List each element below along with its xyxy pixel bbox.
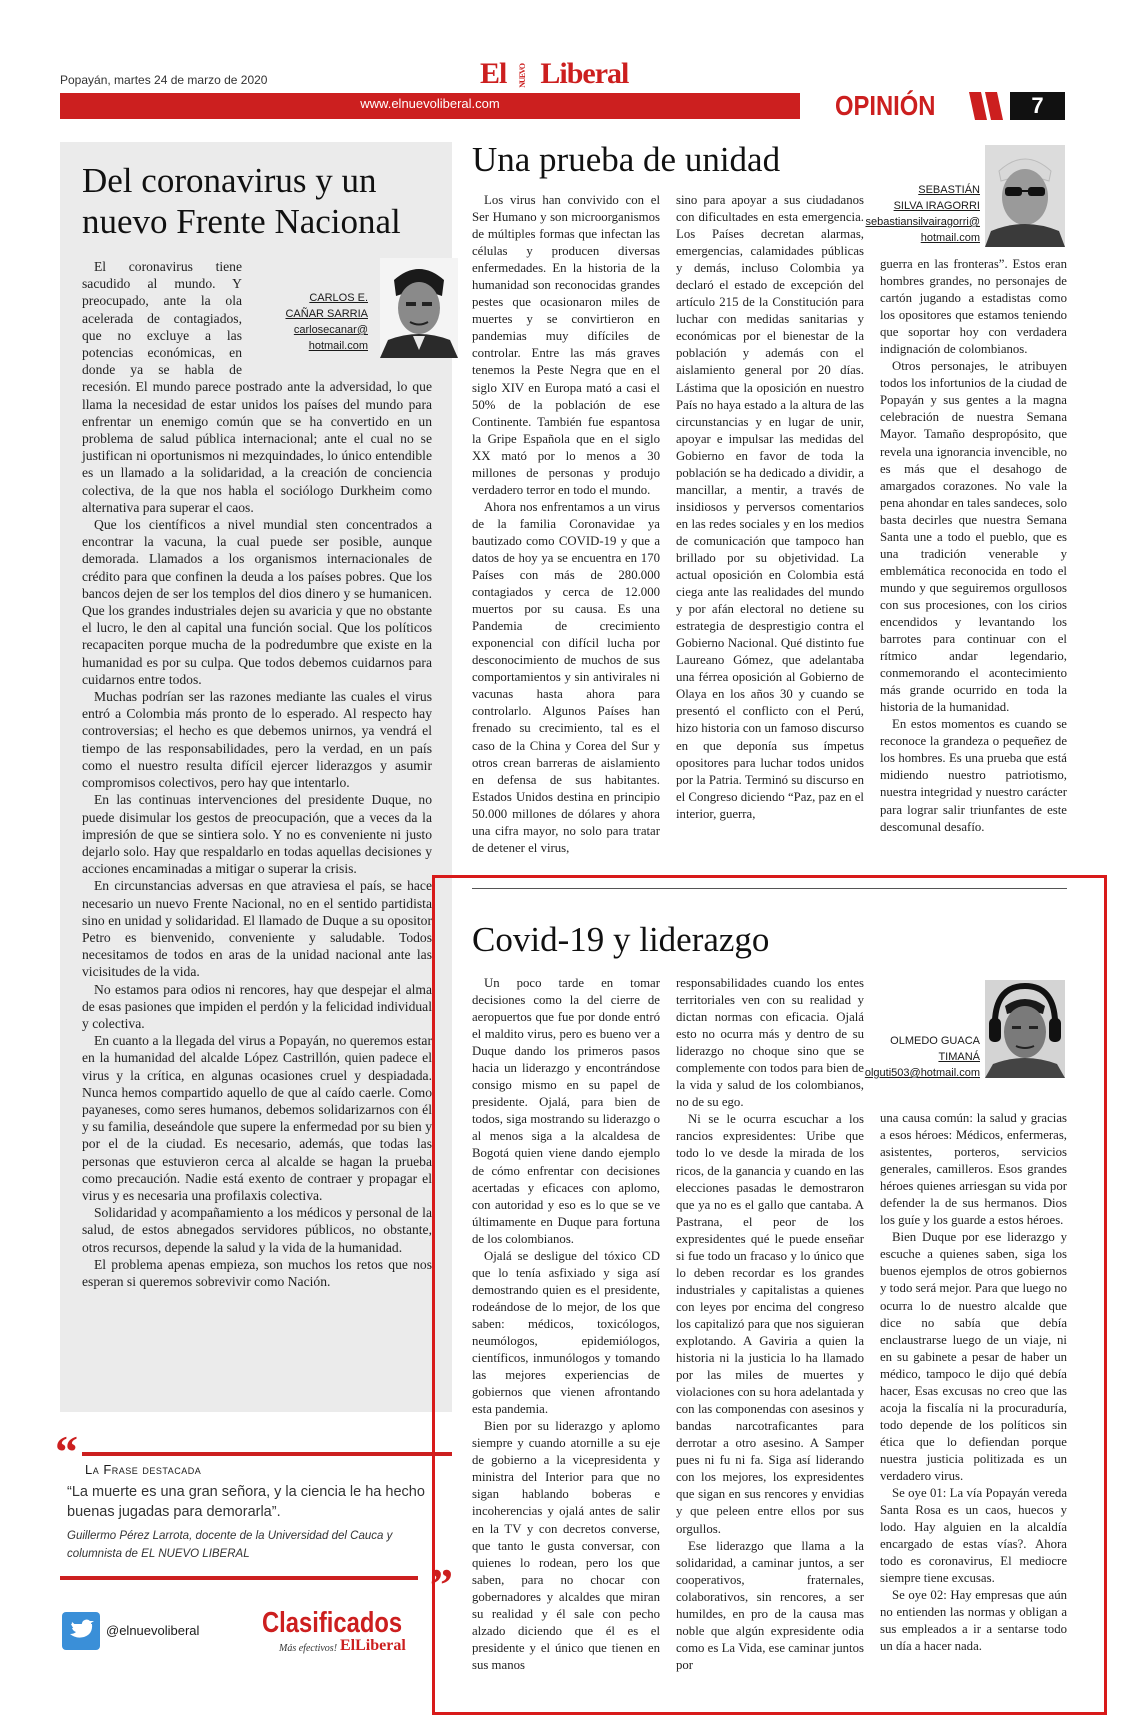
author-email-line1[interactable]: sebastiansilvairagorri@ [865,216,980,228]
section-stripe-icon [965,92,1003,120]
bottom-paragraph: Bien Duque por ese liderazgo y escuche a quienes saben, siga los buenos ejemplos de otros gobiernos y todo será mejor. Para que luego no ocurra lo de nuestro alcalde que dice no sabía que debía enclaustrarse luego de un viaje, ni en su gabinete a pesar de haber un médico, tampoco le dijo qué debía hacer, Esas excusas no creo que las acoja la fiscalía ni la procuraduría, todo depende de los políticos sin ética que lo defiendan porque nuestra justicia politizada es un verdadero virus. [880,1230,1067,1483]
bottom-article-column-3 [880,1110,1067,1656]
left-paragraph: En las continuas intervenciones del presidente Duque, no puede disimular los gestos de preocupación, que a veces da la impresión de que se sintiera solo. Y no es conveniente ni justo dejarlo solo. Hay que respaldarlo en todas aquellas decisiones y acciones encaminadas a mitigar o superar la crisis. [82,792,432,877]
quote-open-icon: “ [55,1426,78,1477]
bottom-paragraph: Bien por su liderazgo y aplomo siempre y cuando atornille a su eje de gobierno a la vicepresidenta y ministra del Interior para que no sigan hablando boberas e incoherencias y ojalá antes de salir en la TV y con decretos converse, que tanto le gusta conversar, con quienes lo rodean, pero los que saben, para no chocar con gobernadores y alcaldes que miran su realidad y él sale con pecho alzado diciendo que él es el presidente y el único que tienen en sus manos [472,1419,660,1672]
quote-rule-top [82,1452,452,1456]
top-paragraph: En estos momentos es cuando se reconoce la grandeza o pequeñez de los hombres. Es una prueba que está midiendo nuestro patriotismo, nuestra integridad y nuestro carácter para lograr salir triunfantes de este descomunal desafío. [880,717,1067,834]
logo-el: El [480,57,507,90]
author-name-line1: OLMEDO GUACA [890,1035,980,1047]
author-name-line1: CARLOS E. [309,292,368,304]
clasificados-newspaper-logo: ElLiberal [340,1637,406,1654]
bottom-paragraph: una causa común: la salud y gracias a esos héroes: Médicos, enfermeras, asistentes, porteros, servicios generales, camilleros. Esos grandes héroes quienes arriesgan su vida por defender la de sus hermanos. Dios los guíe y los guarde a estos héroes. [880,1111,1067,1228]
top-paragraph: Ahora nos enfrentamos a un virus de la familia Coronavidae ya bautizado como COVID-19 y que a datos de hoy ya se encuentra en 170 Países con más de 280.000 contagiados y cerca de 12.000 muertos por su causa. Es una Pandemia de crecimiento exponencial con difícil lucha por desconocimiento de muchos de sus comportamientos y sin antivirales ni vacunas hasta ahora para controlarlo. Algunos Países han frenado su crecimiento, tal es el caso de la China y Corea del Sur y otros crean barreras de aislamiento en defensa de sus habitantes. Estados Unidos destina en principio 50.000 millones de dólares y ahora una cifra mayor, no solo para tratar de detener el virus, [472,499,660,855]
author-email-line1[interactable]: carlosecanar@ [293,324,368,336]
bottom-paragraph: Un poco tarde en tomar decisiones como la del cierre de aeropuertos que fue por donde entró el maldito virus, pero es bueno ver a Duque dando los primeros pasos hacia un liderazgo y encontrándose consigo mismo en su papel de presidente. Ojalá, para bien de todos, siga mostrando su liderazgo o al menos siga a la alcaldesa de Bogotá quien viene dando ejemplo de cómo enfrentar con decisiones acertadas y eficaces con aplomo, con autoridad y eso es lo que se ve últimamente en Duque para fortuna de los colombianos. [472,976,660,1246]
top-article-column-1 [472,192,660,857]
quote-label: La Frase destacada [85,1462,202,1477]
left-paragraph: No estamos para odios ni rencores, hay que despejar el alma de esas pasiones que impiden el perdón y la felicidad individual y colectiva. [82,981,432,1031]
clasificados-logo[interactable]: Clasificados [262,1607,403,1639]
author-photo-olmedo [985,980,1065,1078]
left-paragraph: En circunstancias adversas en que atraviesa el país, se hace necesario un nuevo Frente Nacional, no en el sentido partidista sino en unidad y solidaridad. El llamado de Duque a su opositor Petro es bienvenido, conveniente y saludable. Todos necesitamos de todos en aras de la unidad nacional ante las vicisitudes de la vida. [82,878,432,980]
twitter-icon[interactable] [62,1612,100,1650]
left-author-byline [260,290,368,354]
top-article-headline: Una prueba de unidad [472,140,781,179]
bottom-author-byline [855,1033,980,1081]
left-article-headline: Del coronavirus y un nuevo Frente Nacional [82,161,401,241]
logo-nuevo: NUEVO [518,64,528,88]
logo-liberal: Liberal [540,57,629,90]
left-article-body [82,258,432,1290]
top-article-column-2 [676,192,864,823]
quote-author-line1: Guillermo Pérez Larrota, docente de la Universidad del Cauca y [67,1530,393,1542]
left-paragraph: Muchas podrían ser las razones mediante las cuales el virus entró a Colombia más pronto de lo esperado. Al respecto hay controversias; el hecho es que debemos unirnos, ya vendrá el tiempo de las responsabilidades, pero la verdad, en un país como el nuestro resulta difícil ejercer liderazgos y asumir compromisos colectivos, pero hay que intentarlo. [82,689,432,791]
top-paragraph: sino para apoyar a sus ciudadanos con dificultades en esta emergencia. Los Países decretan alarmas, emergencias, calamidades públicas y demás, incluso Colombia ya declaró el estado de excepción del artículo 215 de la Constitución para luchar con medidas sanitarias y económicas por el bienestar de la población y además con el aislamiento general por 20 días. Lástima que la oposición en nuestro País no haya estado a la altura de las circunstancias y en lugar de unir, apoyar e impulsar las medidas del Gobierno en favor de toda la población se ha dedicado a dividir, a mancillar, a mentir, a través de insidiosos y perversos comentarios en las redes sociales y en los medios de comunicación que tampoco han brillado por su objetividad. La actual oposición en Colombia está ciega ante las realidades del mundo y por afán electoral no detiene su estrategia de desprestigio contra el Gobierno Nacional. Qué distinto fue Laureano Gómez, que adelantaba una férrea oposición al Gobierno de Olaya en los años 30 y cuando se presentó el conflicto con el Perú, hizo historia con un famoso discurso en que deponía sus ímpetus opositores para luchar todos unidos por la Patria. Terminó su discurso en el Congreso diciendo “Paz, paz en el interior, guerra, [676,193,865,821]
top-paragraph: Otros personajes, le atribuyen todos los infortunios de la ciudad de Popayán y sus gentes a la magna celebración de nuestra Semana Mayor. Tamaño despropósito, que revela una ignorancia invencible, no es más que el desahogo de amargados corazones. No vale la pena ahondar en tales sandeces, solo basta decirles que nuestra Semana Santa une a todo el pueblo, que es una tradición venerable y emblemática reconocida en todo el mundo y que seguiremos orgullosos con sus procesiones, con los cirios encendidos y levantando los barrotes para continuar con el rítmico andar legendario, conmemorando el acontecimiento más grande ocurrido en toda la historia de la humanidad. [880,359,1067,715]
bottom-paragraph: responsabilidades cuando los entes territoriales ven con su realidad y dictan normas con eficacia. Ojalá esto no ocurra más y dentro de su liderazgo no choque sino que se complemente con todos para bien de la vida y salud de los colombianos, no de su ego. [676,976,864,1110]
author-name-line1: SEBASTIÁN [918,184,980,196]
bottom-paragraph: Ese liderazgo que llama a la solidaridad, a caminar juntos, a ser cooperativos, fraternales, colaborativos, sin rencores, a ser humildes, en pro de la causa mas noble que algún expresidente odia como es La Vida, ese caminar juntos por [676,1538,864,1672]
author-email-line2[interactable]: hotmail.com [920,232,980,244]
author-name-line2: TIMANÁ [938,1051,980,1063]
top-paragraph: Los virus han convivido con el Ser Humano y son microorganismos de múltiples formas que infectan las células y producen diversas enfermedades. En la historia de la humanidad son reconocidas grandes pestes que ocasionaron miles de muertes y se convirtieron en pandemias muy difíciles de controlar. Entre las más graves tenemos la Peste Negra que en el siglo XIV en Europa mató a casi el 50% de la población de ese Continente. También fue espantosa la Gripe Española que en el siglo XX mató por lo menos a 30 millones de personas y produjo verdadero terror en todo el mundo. [472,193,660,497]
quote-text: “La muerte es una gran señora, y la ciencia le ha hecho buenas jugadas para demorarla”. [67,1484,425,1520]
quote-author-line2: columnista de EL NUEVO LIBERAL [67,1548,250,1560]
author-email[interactable]: olguti503@hotmail.com [864,1067,980,1079]
bottom-paragraph: Se oye 02: Hay empresas que aún no entienden las normas y obligan a sus empleados a ir a sentarse todo un día a hacer nada. [880,1588,1067,1654]
bottom-paragraph: Se oye 01: La vía Popayán vereda Santa Rosa es un caos, huecos y lodo. Hay alguien en la alcaldía encargado de estas vías?. Ahora todo es coronavirus, El mediocre siempre tiene excusas. [880,1486,1067,1586]
site-url[interactable]: www.elnuevoliberal.com [360,96,500,111]
clasificados-tagline: Más efectivos! [279,1643,338,1654]
author-name-line2: SILVA IRAGORRI [893,200,980,212]
quote-author [67,1527,437,1563]
dateline: Popayán, martes 24 de marzo de 2020 [60,73,268,87]
bottom-article-column-2 [676,975,864,1674]
left-paragraph: Que los científicos a nivel mundial sten concentrados a encontrar la vacuna, la cual puede ser posible, aunque demorada. Llamados a los organismos internacionales de crédito para que confinen la deuda a los países pobres. Que los bancos dejen de ser los templos del dios dinero y se humanicen. Que los grandes industriales dejen su avaricia y que no obstante el lucro, le den al capital una función social. Que los políticos recapaciten porque mucha de la podredumbre que existe en la humanidad es por su culpa. Que todos debemos cuidarnos para cuidarnos entre todos. [82,517,432,687]
author-name-line2: CAÑAR SARRIA [285,308,368,320]
bottom-paragraph: Ni se le ocurra escuchar a los rancios expresidentes: Uribe que todo lo ve desde la mirada de los ricos, de la ganancia y cuando en las elecciones pasadas le demostraron que ya no es el gallo que cantaba. A Pastrana, el peor de los expresidentes qué le puede enseñar si fue todo un fracaso y lo único que lo deben recordar es los grandes industriales y capitalistas a quienes con leyes por encima del congreso los capitalizó para que nos siguieran explotando. A Gaviria a quien la historia ni la justicia lo ha llamado por las miles de muertes y violaciones con su hora adelantada y con las componendas con asesinos y bandas narcotraficantes para derrotar a otro asesino. A Samper pues ni fu ni fa. Siga así liderando con los mejores, los expresidentes que sigan en sus rencores y envidias y que peleen entre ellos por sus orgullos. [676,1112,864,1536]
newspaper-logo[interactable] [480,58,640,90]
top-author-byline [855,182,980,246]
author-photo-sebastian [985,145,1065,247]
quote-rule-bottom [60,1576,418,1580]
top-paragraph: guerra en las fronteras”. Estos eran hombres grandes, no personajes de cartón jugando a estadistas como los opositores que estamos teniendo que soportar hoy con verdadera indignación de colombianos. [880,257,1067,357]
section-title: OPINIÓN [835,90,936,121]
top-article-column-3 [880,256,1067,836]
left-paragraph: En cuanto a la llegada del virus a Popayán, no queremos estar en la humanidad del alcalde López Castrillón, quien padece el virus y la crítica, en algunas ocasiones cruel y despiadada. Nunca hemos compartido aquello de que al caído caerle. Como payaneses, como seres humanos, debemos solidarizarnos con él y su familia, deseándole que supere la enfermedad por su bien y por el de la ciudad. Es necesario, además, que todas las personas que estuvieron cerca al alcalde se hagan la prueba como precaución. Nadie está exento de contraer y propagar el virus y es necesaria una profilaxis colectiva. [82,1033,432,1203]
author-email-line2[interactable]: hotmail.com [308,340,368,352]
page-number: 7 [1010,92,1065,120]
left-paragraph: Solidaridad y acompañamiento a los médicos y personal de la salud, de estos abnegados servidores públicos, no obstante, otros recursos, depende la salud y la vida de la humanidad. [82,1205,432,1255]
twitter-handle[interactable]: @elnuevoliberal [106,1623,200,1638]
author-photo-carlos [380,258,458,358]
bottom-article-headline: Covid-19 y liderazgo [472,920,770,959]
bottom-article-column-1 [472,975,660,1674]
left-paragraph: El problema apenas empieza, son muchos los retos que nos esperan si queremos sobrevivir como Nación. [82,1256,432,1289]
quote-close-icon: ” [430,1559,453,1610]
bottom-paragraph: Ojalá se desligue del tóxico CD que lo tenía asfixiado y siga así demostrando quien es el presidente, rodeándose de lo mejor, de los que saben: médicos, toxicólogos, neumólogos, epidemiólogos, científicos, inmunólogos y tomando las mejores experiencias de gobiernos que vienen afrontando esta pandemia. [472,1248,660,1417]
left-paragraph: El coronavirus tiene sacudido al mundo. Y preocupado, ante la ola acelerada de contagiados, que no excluye a las potencias económicas, en donde ya se habla de recesión. El mundo parece postrado ante la adversidad, lo que llama la necesidad de estar unidos los países del mundo para enfrentar un enemigo común que se ha convertido en un problema de salud pública internacional; ante el cual no se justifican ni oportunismos ni mezquindades, lo único entendible es un llamado a la solidaridad, a la creación de conciencia colectiva, de la que nos habla el sociólogo Durkheim como alternativa para superar el caos. [82,259,432,515]
